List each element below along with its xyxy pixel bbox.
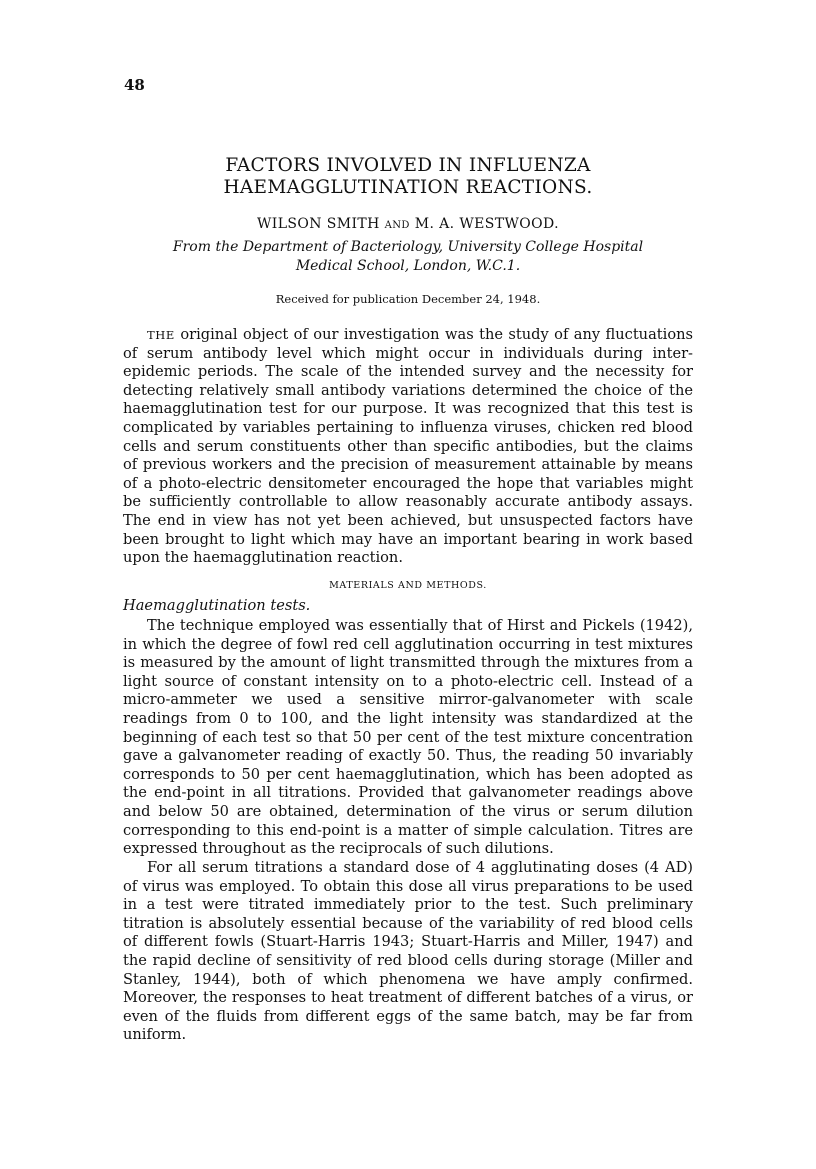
received-date: Received for publication December 24, 1948. xyxy=(275,292,541,306)
affiliation: From the Department of Bacteriology, University College Hospital Medical School, London, W.C.1. xyxy=(172,239,644,274)
author-name: M. A. WESTWOOD. xyxy=(414,216,560,232)
body-paragraph: For all serum titrations a standard dose of 4 agglutinating doses (4 AD) of virus was employed. To obtain this dose all virus preparations to be used in a test were titrated immediately prior to the test. Such preliminary titration is absolutely essential because of the variability of red blood cells of different fowls (Stuart-Harris 1943; Stuart-Harris and Miller, 1947) and the rapid decline of sensitivity of red blood cells during storage (Miller and Stanley, 1944), both of which phenomena we have amply confirmed. Moreover, the responses to heat treatment of different batches of a virus, or even of the fluids from different eggs of the same batch, may be far from uniform. xyxy=(123,859,693,1044)
subsection-heading: Haemagglutination tests. xyxy=(123,597,311,614)
article-title: FACTORS INVOLVED IN INFLUENZA HAEMAGGLUTINATION REACTIONS. xyxy=(223,155,593,198)
author-line xyxy=(110,216,706,232)
section-heading: MATERIALS AND METHODS. xyxy=(329,580,487,591)
author-conjunction: AND xyxy=(384,220,410,231)
body-paragraph: The technique employed was essentially that of Hirst and Pickels (1942), in which the degree of fowl red cell agglutination occurring in test mixtures is measured by the amount of light transmitted through the mixtures from a light source of constant intensity on to a photo-electric cell. Instead of a micro-ammeter we used a sensitive mirror-galvanometer with scale readings from 0 to 100, and the light intensity was standardized at the beginning of each test so that 50 per cent of the test mixture concentration gave a galvanometer reading of exactly 50. Thus, the reading 50 invariably corresponds to 50 per cent haemagglutination, which has been adopted as the end-point in all titrations. Provided that galvanometer readings above and below 50 are obtained, determination of the virus or serum dilution corresponding to this end-point is a matter of simple calculation. Titres are expressed throughout as the reciprocals of such dilutions. xyxy=(123,617,693,858)
intro-text: original object of our investigation was the study of any fluctuations of serum antibody level which might occur in individuals during inter-epidemic periods. The scale of the intended survey and the necessity for detecting relatively small antibody variations determined the choice of the haemagglutination test for our purpose. It was recognized that this test is complicated by variables pertaining to influenza viruses, chicken red blood cells and serum constituents other than specific antibodies, but the claims of previous workers and the precision of measurement attainable by means of a photo-electric densitometer encouraged the hope that variables might be sufficiently controllable to allow reasonably accurate antibody assays. The end in view has not yet been achieved, but unsuspected factors have been brought to light which may have an important bearing in work based upon the haemagglutination reaction. xyxy=(123,326,693,567)
author-name: WILSON SMITH xyxy=(256,216,380,232)
lead-word: THE xyxy=(147,328,175,342)
page-number: 48 xyxy=(124,76,145,94)
intro-paragraph xyxy=(123,326,693,568)
